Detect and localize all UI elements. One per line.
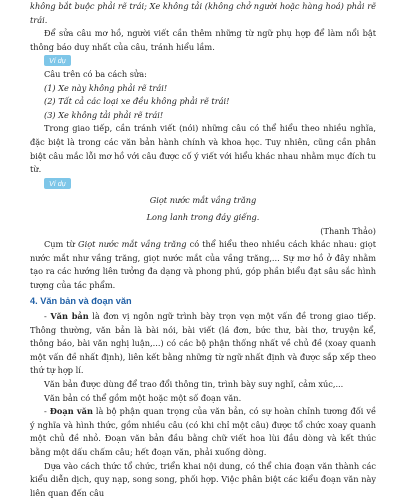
- example-intro: Câu trên có ba cách sửa:: [44, 68, 147, 79]
- doan-van-definition: là bộ phận quan trọng của văn bản, có sự hoàn chỉnh tương đối về ý nghĩa và hình thức, gồm nhiều câu (có khi chỉ một câu) được tổ chức xoay quanh một chủ đề nhỏ. Đoạn văn bản đầu bằng chữ viết hoa lùi đầu dòng và kết thúc bằng một dấu chấm câu; hết đoạn văn, phải xuống dòng.: [30, 406, 376, 457]
- intro-paragraph: Để sửa câu mơ hồ, người viết cần thêm những từ ngữ phụ hợp để làm nổi bật thông báo duy nhất của câu, tránh hiểu lầm.: [30, 28, 376, 52]
- intro-italic-a: không bắt buộc phải rẽ trái: [30, 1, 145, 11]
- analysis-quote: Giọt nước mắt vầng trăng: [78, 239, 187, 250]
- intro-period: .: [44, 14, 48, 25]
- intro-italic-b: ; Xe không tải (không chở người hoặc hàng hoá) phải rẽ trái: [30, 1, 376, 25]
- example-item: (3) Xe không tải phải rẽ trái!: [44, 109, 164, 120]
- section-heading: 4. Văn bản và đoạn văn: [30, 296, 132, 307]
- text-definition: - Văn bản là đơn vị ngôn ngữ trình bày trọn vẹn một vấn đề trong giao tiếp. Thông thường, văn bản là bài nói, bài viết (lá đơn, bức thư, bài thơ, truyện kể, thông báo, bài văn nghị luận,...) có các bộ phận thống nhất về chủ đề (xoay quanh một vấn đề nhất định), liên kết bằng những từ ngữ nhất định và được sắp xếp theo thứ tự hợp lí.: [30, 311, 376, 376]
- document-page: [30, 0, 376, 500]
- analysis-text: có thể hiểu theo nhiều cách khác nhau: giọt nước mắt như vầng trăng, giọt nước mắt của vầng trăng,... Sự mơ hồ ở đây nhằm tạo ra các hướng liên tưởng đa dạng và phong phú, góp phần biểu đạt sâu sắc hình tượng của tác phẩm.: [30, 239, 376, 290]
- example-item: (2) Tất cả các loại xe đều không phải rẽ trái!: [44, 96, 230, 107]
- poem-analysis: [30, 238, 376, 292]
- intro-line-1: [30, 0, 376, 27]
- example-badge-1: Ví dụ: [44, 55, 71, 66]
- paragraph-types: Dựa vào cách thức tổ chức, triển khai nội dung, có thể chia đoạn văn thành các kiểu diễn dịch, quy nạp, song song, phối hợp. Việc phân biệt các kiểu đoạn văn này liên quan đến câu: [30, 460, 376, 498]
- paragraph-definition: - Đoạn văn là bộ phận quan trọng của văn bản, có sự hoàn chỉnh tương đối về ý nghĩa và hình thức, gồm nhiều câu (có khi chỉ một câu) được tổ chức xoay quanh một chủ đề nhỏ. Đoạn văn bản đầu bằng chữ viết hoa lùi đầu dòng và kết thúc bằng một dấu chấm câu; hết đoạn văn, phải xuống dòng.: [30, 406, 376, 457]
- example-badge-2: Ví dụ: [44, 178, 71, 189]
- text-purpose: Văn bản được dùng để trao đổi thông tin, trình bày suy nghĩ, cảm xúc,...: [44, 379, 344, 390]
- van-ban-definition: là đơn vị ngôn ngữ trình bày trọn vẹn một vấn đề trong giao tiếp. Thông thường, văn bản là bài nói, bài viết (lá đơn, bức thư, bài thơ, truyện kể, thông báo, bài văn nghị luận,...) có các bộ phận thống nhất về chủ đề (xoay quanh một vấn đề nhất định), liên kết bằng những từ ngữ nhất định và được sắp xếp theo thứ tự hợp lí.: [30, 311, 376, 376]
- term-van-ban: Văn bản: [50, 311, 89, 322]
- ambiguity-paragraph: Trong giao tiếp, cần tránh viết (nói) những câu có thể hiểu theo nhiều nghĩa, đặc biệt là trong các văn bản hành chính và khoa học. Tuy nhiên, cũng cần phân biệt câu mắc lỗi mơ hồ với câu được cố ý viết với hiểu khác nhau nhằm mục đích tu từ.: [30, 123, 376, 175]
- example-item: (1) Xe này không phải rẽ trái!: [44, 82, 168, 93]
- analysis-prefix: Cụm từ: [44, 239, 79, 250]
- poem-line: Giọt nước mắt vầng trăng: [149, 195, 257, 206]
- poem-line: Long lanh trong đáy giếng.: [146, 211, 260, 222]
- text-composition: Văn bản có thể gồm một hoặc một số đoạn văn.: [44, 392, 242, 403]
- term-doan-van: Đoạn văn: [49, 406, 93, 417]
- poem-author: (Thanh Thảo): [320, 225, 376, 236]
